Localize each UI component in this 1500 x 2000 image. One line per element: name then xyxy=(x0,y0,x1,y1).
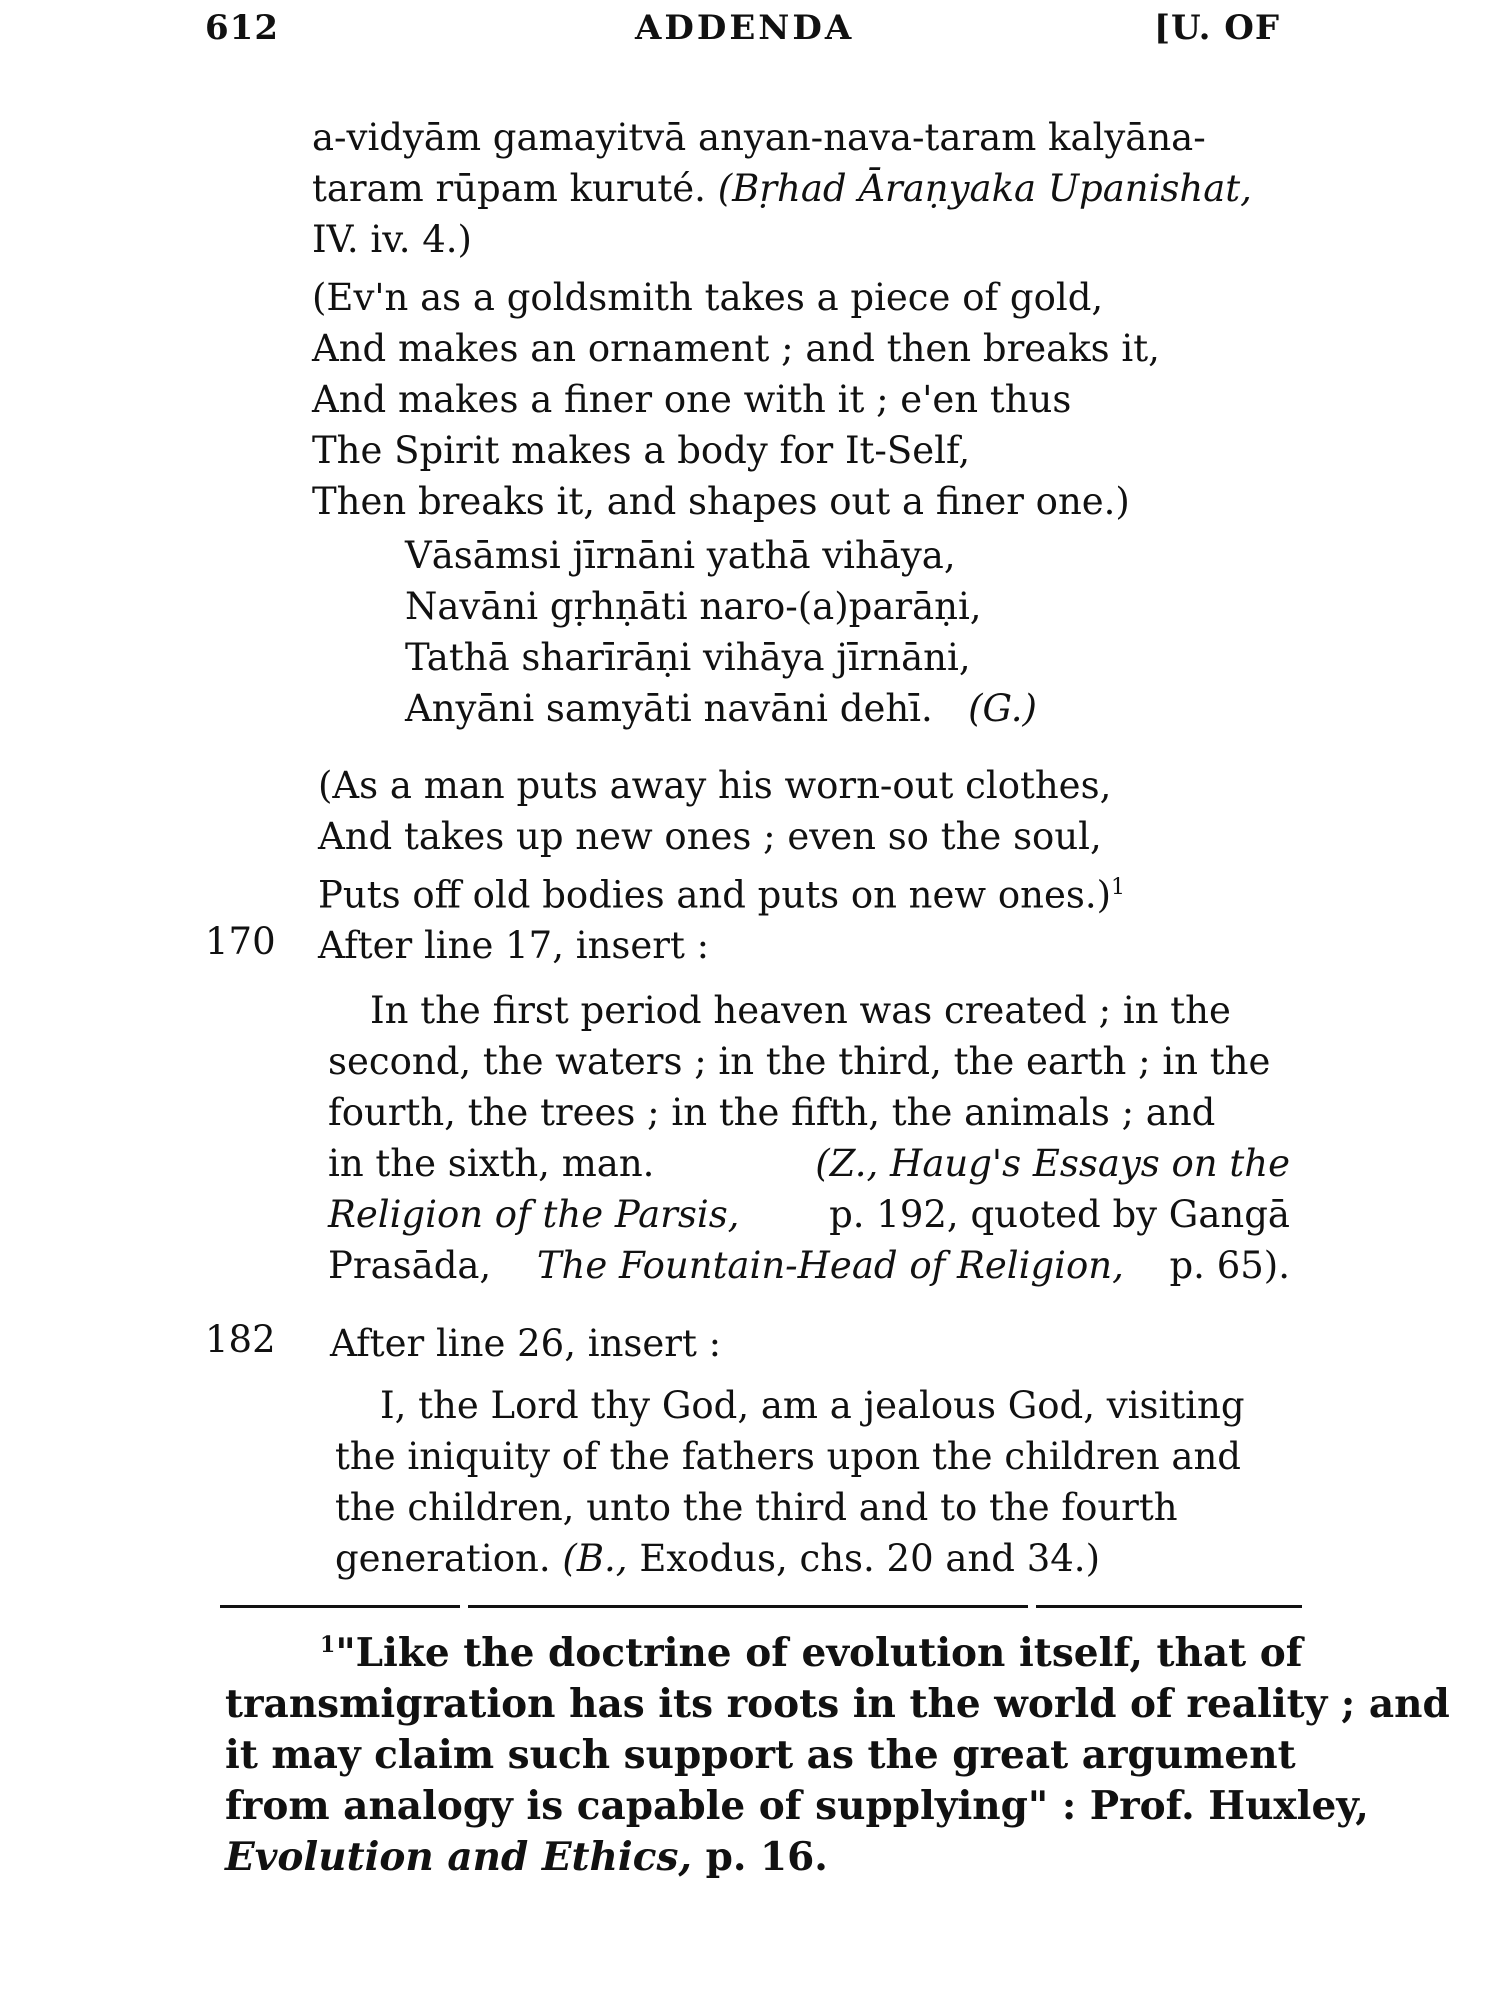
footnote-rule-middle xyxy=(468,1605,1028,1608)
entry-182-instruction: After line 26, insert : xyxy=(330,1322,722,1365)
verse-line: Puts off old bodies and puts on new ones.)$^1$ xyxy=(318,873,1126,917)
sanskrit-line: Tathā sharīrāṇi vihāya jīrnāni, xyxy=(405,636,971,679)
entry-170-line-5: Religion of the Parsis, p. 192, quoted by Gangā xyxy=(328,1189,1290,1240)
goldsmith-verse xyxy=(312,272,1292,527)
verse-line: Then breaks it, and shapes out a finer one.) xyxy=(312,480,1130,523)
upanishad-line-2: taram rūpam kuruté. (Bṛhad Āraṇyaka Upanishat, xyxy=(312,167,1252,210)
footnote-line-5: Evolution and Ethics, p. 16. xyxy=(225,1834,828,1880)
gita-sanskrit-verse xyxy=(405,530,1285,734)
entry-182-line-4: generation. (B., Exodus, chs. 20 and 34.) xyxy=(335,1537,1101,1580)
entry-182-line-3: the children, unto the third and to the fourth xyxy=(335,1486,1178,1529)
gita-citation: (G.) xyxy=(968,687,1037,730)
entry-170-instruction: After line 17, insert : xyxy=(318,924,710,967)
clothes-verse xyxy=(318,760,1288,920)
entry-170-line-4: in the sixth, man. (Z., Haug's Essays on the xyxy=(328,1142,1290,1185)
sanskrit-line: Vāsāmsi jīrnāni yathā vihāya, xyxy=(405,534,956,577)
footnote-line-4: from analogy is capable of supplying" : Prof. Huxley, xyxy=(225,1783,1369,1829)
entry-182-line-1: I, the Lord thy God, am a jealous God, visiting xyxy=(380,1384,1245,1427)
entry-182-line-2: the iniquity of the fathers upon the children and xyxy=(335,1435,1241,1478)
verse-line: The Spirit makes a body for It-Self, xyxy=(312,429,971,472)
verse-line: (As a man puts away his worn-out clothes, xyxy=(318,764,1112,807)
essays-title: Essays on the xyxy=(1032,1142,1290,1185)
entry-170-line-6: Prasāda, The Fountain-Head of Religion, p. 65). xyxy=(328,1240,1290,1291)
entry-182-text xyxy=(335,1380,1290,1584)
page-number: 612 xyxy=(205,8,279,48)
verse-line: And makes an ornament ; and then breaks it, xyxy=(312,327,1160,370)
huxley-book-title: Evolution and Ethics, xyxy=(225,1834,693,1880)
footnote-rule-right xyxy=(1036,1605,1302,1608)
line-number-170: 170 xyxy=(205,920,276,963)
footnote xyxy=(225,1620,1450,1883)
entry-170-line-2: second, the waters ; in the third, the earth ; in the xyxy=(328,1040,1271,1083)
footnote-line-2: transmigration has its roots in the world of reality ; and xyxy=(225,1681,1450,1727)
entry-170-line-1: In the first period heaven was created ; in the xyxy=(370,989,1231,1032)
verse-line: (Ev'n as a goldsmith takes a piece of gold, xyxy=(312,276,1104,319)
verse-line: And makes a finer one with it ; e'en thus xyxy=(312,378,1072,421)
running-header xyxy=(205,8,1280,64)
religion-parsis-title: Religion of the Parsis, xyxy=(328,1193,740,1236)
entry-170-line-3: fourth, the trees ; in the fifth, the animals ; and xyxy=(328,1091,1216,1134)
upanishad-quote xyxy=(312,112,1300,265)
footnote-marker: 1 xyxy=(320,1632,336,1658)
footnote-reference: 1 xyxy=(1111,875,1126,900)
verse-line: And takes up new ones ; even so the soul, xyxy=(318,815,1102,858)
upanishad-citation: (Bṛhad Āraṇyaka Upanishat, xyxy=(717,167,1252,210)
footnote-rule-left xyxy=(220,1605,460,1608)
upanishad-line-1: a-vidyām gamayitvā anyan-nava-taram kalyāna- xyxy=(312,116,1206,159)
running-title: ADDENDA xyxy=(635,8,855,48)
upanishad-line-3: IV. iv. 4.) xyxy=(312,218,472,261)
sanskrit-line-last: Anyāni samyāti navāni dehī. (G.) xyxy=(405,687,1037,730)
sanskrit-line: Navāni gṛhṇāti naro-(a)parāṇi, xyxy=(405,585,982,628)
line-number-182: 182 xyxy=(205,1318,276,1361)
footnote-line-3: it may claim such support as the great argument xyxy=(225,1732,1296,1778)
bible-citation: (B., xyxy=(562,1537,628,1580)
entry-170-text xyxy=(328,985,1290,1291)
fountain-head-title: The Fountain-Head of Religion, xyxy=(536,1244,1124,1287)
running-head-right: [U. OF xyxy=(1153,8,1280,48)
footnote-line-1: $^1$"Like the doctrine of evolution itself, that of xyxy=(320,1630,1303,1676)
